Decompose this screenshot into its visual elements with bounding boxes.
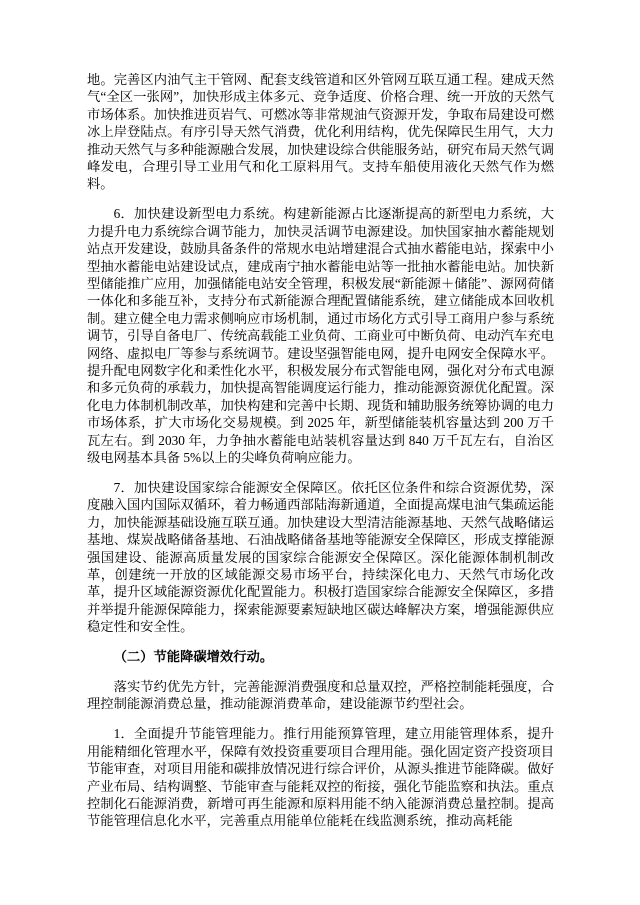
- paragraph-energy-saving-intro: 落实节约优先方针，完善能源消费强度和总量双控，严格控制能耗强度，合理控制能源消费总量，推动能源消费革命，建设能源节约型社会。: [87, 679, 554, 712]
- paragraph-natural-gas-continuation: 地。完善区内油气主干管网、配套支线管道和区外管网互联互通工程。建成天然气“全区一张网”，加快形成主体多元、竞争适度、价格合理、统一开放的天然气市场体系。加快推进页岩气、可燃冰等非常规油气资源开发，争取布局建设可燃冰上岸登陆点。有序引导天然气消费，优化利用结构，优先保障民生用气，大力推动天然气与多种能源融合发展，加快建设综合供能服务站，研究布局天然气调峰发电，合理引导工业用气和化工原料用气。支持车船使用液化天然气作为燃料。: [87, 72, 554, 192]
- paragraph-item-7-energy-security-zone: 7．加快建设国家综合能源安全保障区。依托区位条件和综合资源优势，深度融入国内国际双循环，着力畅通西部陆海新通道，全面提高煤电油气集疏运能力，加快能源基础设施互联互通。加快建设大型清洁能源基地、天然气战略储运基地、煤炭战略储备基地、石油战略储备基地等能源安全保障区，形成支撑能源强国建设、能源高质量发展的国家综合能源安全保障区。深化能源体制机制改革，创建统一开放的区域能源交易市场平台，持续深化电力、天然气市场化改革，提升区域能源资源优化配置能力。积极打造国家综合能源安全保障区，多措并举提升能源保障能力，探索能源要素短缺地区碳达峰解决方案，增强能源供应稳定性和安全性。: [87, 479, 554, 635]
- paragraph-item-1-energy-management: 1．全面提升节能管理能力。推行用能预算管理，建立用能管理体系，提升用能精细化管理水平，保障有效投资重要项目合理用能。强化固定资产投资项目节能审查，对项目用能和碳排放情况进行综合评价，从源头推进节能降碳。做好产业布局、结构调整、节能审查与能耗双控的衔接，强化节能监察和执法。重点控制化石能源消费，新增可再生能源和原料用能不纳入能源消费总量控制。提高节能管理信息化水平，完善重点用能单位能耗在线监测系统，推动高耗能: [87, 726, 554, 829]
- section-heading-energy-saving-carbon-reduction: （二）节能降碳增效行动。: [113, 649, 274, 665]
- paragraph-item-6-new-power-system: 6．加快建设新型电力系统。构建新能源占比逐渐提高的新型电力系统，大力提升电力系统综合调节能力，加快灵活调节电源建设。加快国家抽水蓄能规划站点开发建设，鼓励具备条件的常规水电站增建混合式抽水蓄能电站，探索中小型抽水蓄能电站建设试点，建成南宁抽水蓄能电站等一批抽水蓄能电站。加快新型储能推广应用，加强储能电站安全管理，积极发展“新能源＋储能”、源网荷储一体化和多能互补，支持分布式新能源合理配置储能系统，建立储能成本回收机制。建立健全电力需求侧响应市场机制，通过市场化方式引导工商用户参与系统调节，引导自备电厂、传统高载能工业负荷、工商业可中断负荷、电动汽车充电网络、虚拟电厂等参与系统调节。建设坚强智能电网，提升电网安全保障水平。提升配电网数字化和柔性化水平，积极发展分布式智能电网，强化对分布式电源和多元负荷的承载力，加快提高智能调度运行能力，推动能源资源优化配置。深化电力体制机制改革，加快构建和完善中长期、现货和辅助服务统筹协调的电力市场体系，扩大市场化交易规模。到 2025 年，新型储能装机容量达到 200 万千瓦左右。到 2030 年，力争抽水蓄能电站装机容量达到 840 万千瓦左右，自治区级电网基本具备 5%以上的尖峰负荷响应能力。: [87, 206, 554, 466]
- document-text-block: [87, 71, 554, 842]
